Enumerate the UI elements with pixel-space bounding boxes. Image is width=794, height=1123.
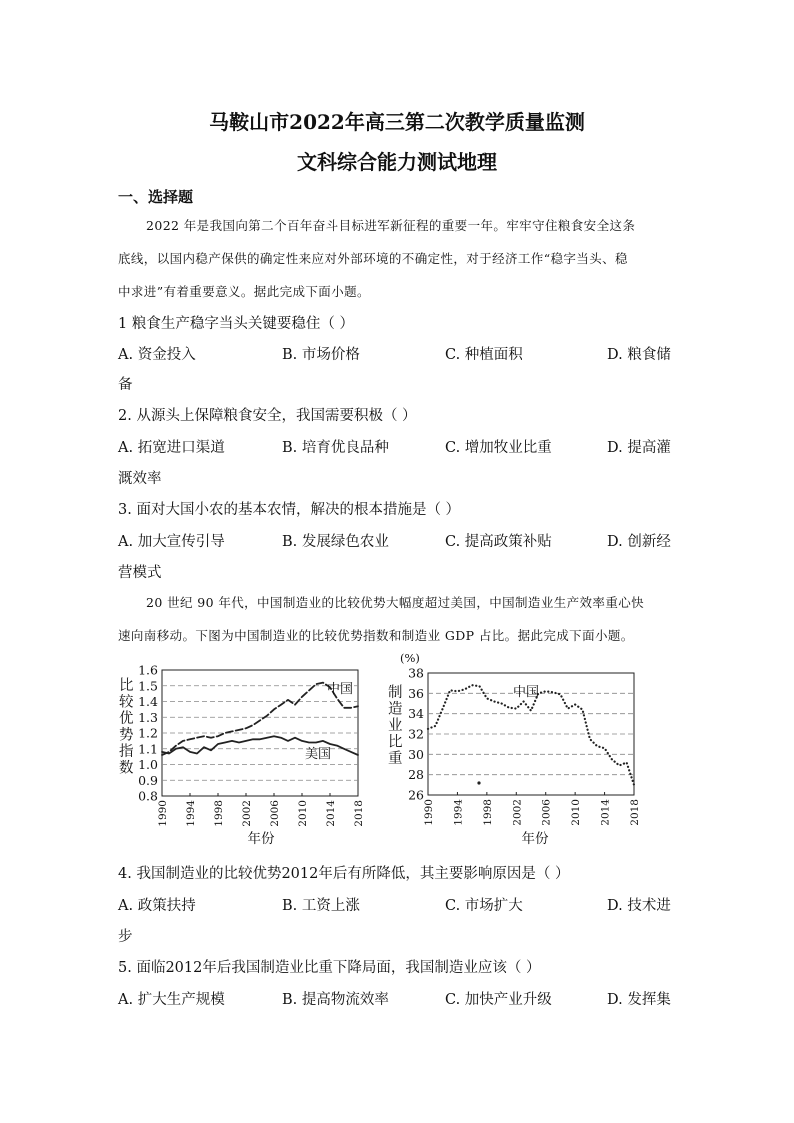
x-tick-label: 1998 [213, 800, 225, 827]
chart-manufacturing-share [388, 651, 641, 847]
x-axis-label: 年份 [521, 831, 549, 847]
option-d[interactable]: D. 提高灌 [607, 440, 671, 456]
x-tick-label: 2002 [511, 799, 524, 826]
y-axis-label: 比较优势指数 [119, 678, 134, 777]
option-a[interactable]: A. 拓宽进口渠道 [118, 440, 225, 456]
y-tick-label: 1.5 [138, 678, 158, 694]
x-tick-label: 2002 [241, 800, 253, 827]
option-d[interactable]: D. 技术进 [607, 898, 671, 914]
option-wrap: 备 [118, 377, 133, 393]
question-stem: 4. 我国制造业的比较优势2012年后有所降低，其主要影响原因是（ ） [118, 866, 570, 882]
series-label-usa: 美国 [305, 747, 332, 762]
option-d[interactable]: D. 创新经 [607, 534, 671, 550]
y-tick-label: 30 [408, 746, 424, 762]
y-tick-label: 1.6 [138, 662, 158, 678]
option-a[interactable]: A. 加大宣传引导 [118, 534, 225, 550]
x-tick-label: 2006 [269, 800, 281, 827]
x-tick-label: 1990 [157, 800, 169, 827]
y-tick-label: 28 [408, 767, 424, 783]
option-a[interactable]: A. 政策扶持 [118, 898, 196, 914]
option-c[interactable]: C. 提高政策补贴 [445, 534, 552, 550]
y-tick-label: 1.1 [138, 741, 158, 757]
series-line-0 [428, 685, 634, 785]
option-a[interactable]: A. 扩大生产规模 [118, 992, 225, 1008]
question-stem: 3. 面对大国小农的基本农情，解决的根本措施是（ ） [118, 502, 461, 518]
y-tick-label: 1.4 [138, 694, 158, 709]
y-tick-label: 34 [408, 706, 424, 722]
y-tick-label: 0.9 [138, 772, 158, 788]
figure-charts [112, 650, 672, 850]
x-tick-label: 2018 [629, 799, 641, 826]
y-tick-label: 1.0 [138, 757, 158, 772]
x-tick-label: 2014 [599, 799, 612, 826]
option-c[interactable]: C. 加快产业升级 [445, 992, 552, 1008]
y-tick-label: 32 [408, 726, 424, 742]
question-stem: 5. 面临2012年后我国制造业比重下降局面，我国制造业应该（ ） [118, 960, 541, 976]
x-tick-label: 1998 [481, 799, 494, 826]
option-c[interactable]: C. 市场扩大 [445, 898, 523, 914]
option-c[interactable]: C. 增加牧业比重 [445, 440, 552, 456]
x-tick-label: 2006 [540, 799, 553, 826]
option-wrap: 溉效率 [118, 471, 162, 487]
x-tick-label: 1994 [452, 799, 465, 826]
option-b[interactable]: B. 发展绿色农业 [282, 534, 389, 550]
y-tick-label: 36 [408, 685, 424, 701]
x-tick-label: 2018 [353, 800, 365, 827]
material2-line: 20 世纪 90 年代，中国制造业的比较优势大幅度超过美国，中国制造业生产效率重心快 [146, 595, 645, 610]
x-tick-label: 2010 [297, 800, 309, 827]
y-tick-label: 26 [408, 787, 424, 803]
option-b[interactable]: B. 培育优良品种 [282, 440, 389, 456]
option-c[interactable]: C. 种植面积 [445, 347, 523, 363]
unit-label: (%) [400, 651, 420, 665]
x-axis-label: 年份 [247, 831, 275, 847]
y-tick-label: 0.8 [138, 788, 158, 804]
material1-line: 2022 年是我国向第二个百年奋斗目标进军新征程的重要一年。牢牢守住粮食安全这条 [146, 218, 636, 233]
option-wrap: 营模式 [118, 565, 162, 581]
y-axis-label: 制造业比重 [388, 685, 403, 767]
question-stem: 1 粮食生产稳字当头关键要稳住（ ） [118, 316, 354, 332]
option-b[interactable]: B. 提高物流效率 [282, 992, 389, 1008]
series-label-china: 中国 [513, 685, 540, 700]
option-b[interactable]: B. 工资上涨 [282, 898, 360, 914]
option-b[interactable]: B. 市场价格 [282, 347, 360, 363]
material2-line: 速向南移动。下图为中国制造业的比较优势指数和制造业 GDP 占比。据此完成下面小题。 [118, 628, 634, 643]
exam-title: 马鞍山市2022年高三第二次教学质量监测 [209, 110, 585, 134]
material1-line: 中求进”有着重要意义。据此完成下面小题。 [118, 284, 370, 299]
question-stem: 2. 从源头上保障粮食安全，我国需要积极（ ） [118, 408, 417, 424]
section-heading: 一、选择题 [118, 188, 194, 206]
x-tick-label: 1990 [423, 799, 435, 826]
option-d[interactable]: D. 粮食储 [607, 347, 671, 363]
option-a[interactable]: A. 资金投入 [118, 347, 196, 363]
option-d[interactable]: D. 发挥集 [607, 992, 671, 1008]
y-tick-label: 1.3 [138, 709, 158, 725]
y-tick-label: 1.2 [138, 725, 158, 741]
stray-dot [477, 781, 480, 784]
exam-subtitle: 文科综合能力测试地理 [297, 150, 497, 174]
x-tick-label: 2014 [325, 800, 337, 827]
material1-line: 底线，以国内稳产保供的确定性来应对外部环境的不确定性，对于经济工作“稳字当头、稳 [118, 251, 628, 266]
series-label-china: 中国 [327, 682, 354, 697]
x-tick-label: 1994 [185, 800, 197, 827]
option-wrap: 步 [118, 929, 133, 945]
x-tick-label: 2010 [570, 799, 583, 826]
y-tick-label: 38 [408, 665, 424, 681]
chart-comparative-advantage [119, 663, 365, 848]
